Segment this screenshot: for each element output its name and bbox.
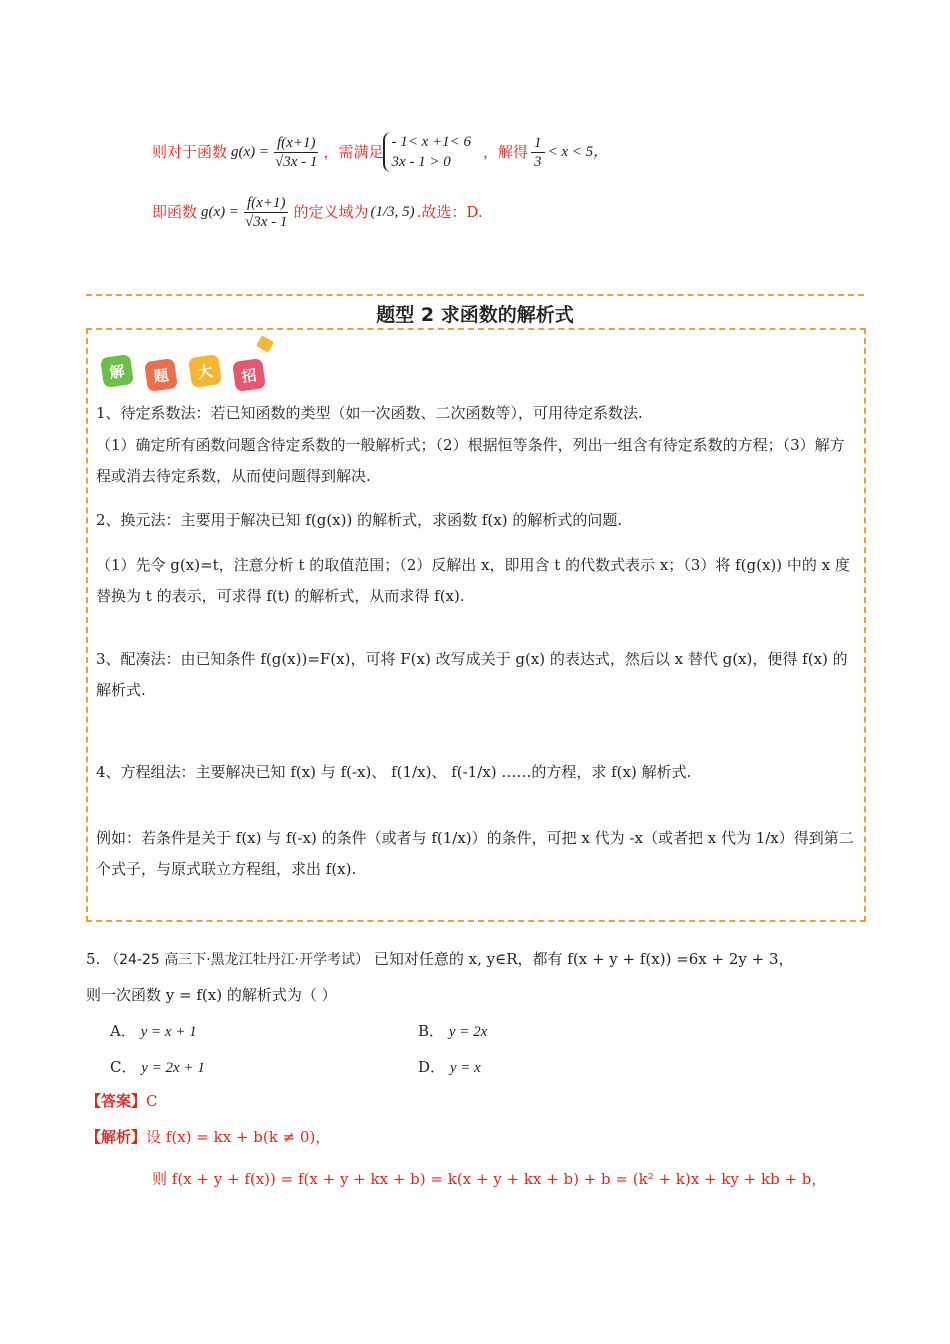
text: 则对于函数 <box>152 143 228 161</box>
fraction <box>531 134 545 171</box>
option-d[interactable] <box>418 1056 481 1077</box>
numerator: f(x+1) <box>244 194 288 213</box>
analysis-text: 设 f(x) = kx + b(k ≠ 0)， <box>146 1128 331 1146</box>
text: ，解得 <box>482 143 528 161</box>
func-expr: g(x) = <box>231 144 270 160</box>
method-2-detail: （1）先令 g(x)=t，注意分析 t 的取值范围；（2）反解出 x，即用含 t 的代数式表示 x；（3）将 f(g(x)) 中的 x 度替换为 t 的表示，可求得 f(t) 的解析式，从而求得 f(x). <box>96 556 850 605</box>
badge-4: 招 <box>232 358 266 392</box>
numerator: f(x+1) <box>274 134 318 153</box>
denominator: √3x - 1 <box>275 153 318 170</box>
inequality-system <box>383 132 471 172</box>
domain-interval: (1/3, 5) <box>370 204 415 220</box>
option-expr: y = 2x <box>448 1024 488 1040</box>
option-label: C． <box>110 1058 137 1076</box>
option-b[interactable] <box>418 1020 487 1041</box>
option-c[interactable] <box>110 1056 205 1077</box>
option-expr: y = x <box>449 1060 481 1076</box>
question-stem: 已知对任意的 x, y∈R，都有 f(x + y + f(x)) =6x + 2y + 3， <box>373 950 794 968</box>
method-2: 2、换元法：主要用于解决已知 f(g(x)) 的解析式，求函数 f(x) 的解析式的问题. <box>96 511 623 529</box>
fraction <box>272 134 320 171</box>
option-label: D． <box>418 1058 446 1076</box>
question-line-1 <box>86 948 794 971</box>
inequality: < x < 5， <box>547 144 609 160</box>
answer-line <box>86 1090 158 1112</box>
badge-1: 解 <box>100 354 134 388</box>
option-a[interactable] <box>110 1020 197 1041</box>
sys-row: 3x - 1 > 0 <box>391 154 451 170</box>
method-3: 3、配凑法：由已知条件 f(g(x))=F(x)，可将 F(x) 改写成关于 g(x) 的表达式，然后以 x 替代 g(x)，便得 f(x) 的解析式. <box>96 650 848 699</box>
method-1-detail: （1）确定所有函数问题含待定系数的一般解析式；（2）根据恒等条件，列出一组含有待定系数的方程；（3）解方程或消去待定系数，从而使问题得到解决. <box>96 436 845 485</box>
option-label: A． <box>110 1022 136 1040</box>
sys-row: - 1< x +1< 6 <box>391 134 471 150</box>
question-source: （24-25 高三下·黑龙江牡丹江·开学考试） <box>105 952 370 968</box>
text: .故选：D. <box>416 203 483 221</box>
method-1: 1、待定系数法：若已知函数的类型（如一次函数、二次函数等），可用待定系数法. <box>96 404 643 422</box>
solution-line-1 <box>152 128 608 176</box>
badge-3: 大 <box>188 354 222 388</box>
analysis-line-1 <box>86 1126 330 1148</box>
analysis-tag: 【解析】 <box>86 1128 147 1146</box>
method-4: 4、方程组法：主要解决已知 f(x) 与 f(-x)、 f(1/x)、 f(-1/x) ……的方程，求 f(x) 解析式. <box>96 763 692 781</box>
answer-tag: 【答案】 <box>86 1092 147 1110</box>
section-title: 题型 2 求函数的解析式 <box>376 304 574 326</box>
text: 的定义域为 <box>293 203 369 221</box>
badge-2: 题 <box>144 358 178 392</box>
denominator: √3x - 1 <box>245 213 288 230</box>
text: 即函数 <box>152 203 198 221</box>
option-label: B． <box>418 1022 445 1040</box>
denominator: 3 <box>534 153 542 170</box>
option-expr: y = x + 1 <box>140 1024 197 1040</box>
question-number: 5. <box>86 950 101 968</box>
method-4-example: 例如：若条件是关于 f(x) 与 f(-x) 的条件（或者与 f(1/x)）的条件，可把 x 代为 -x（或者把 x 代为 1/x）得到第二个式子，与原式联立方程组，求出 f(x). <box>96 829 854 878</box>
title-divider <box>86 294 864 296</box>
text: ，需满足 <box>323 143 384 161</box>
numerator: 1 <box>531 134 545 153</box>
func-expr: g(x) = <box>201 204 240 220</box>
analysis-line-2: 则 f(x + y + f(x)) = f(x + y + kx + b) = k(x + y + kx + b) + b = (k² + k)x + ky + kb + b， <box>152 1170 827 1188</box>
solution-line-2 <box>152 188 483 236</box>
fraction <box>242 194 290 231</box>
answer-value: C <box>146 1092 158 1110</box>
question-line-2: 则一次函数 y = f(x) 的解析式为（ ） <box>86 986 337 1004</box>
option-expr: y = 2x + 1 <box>141 1060 205 1076</box>
